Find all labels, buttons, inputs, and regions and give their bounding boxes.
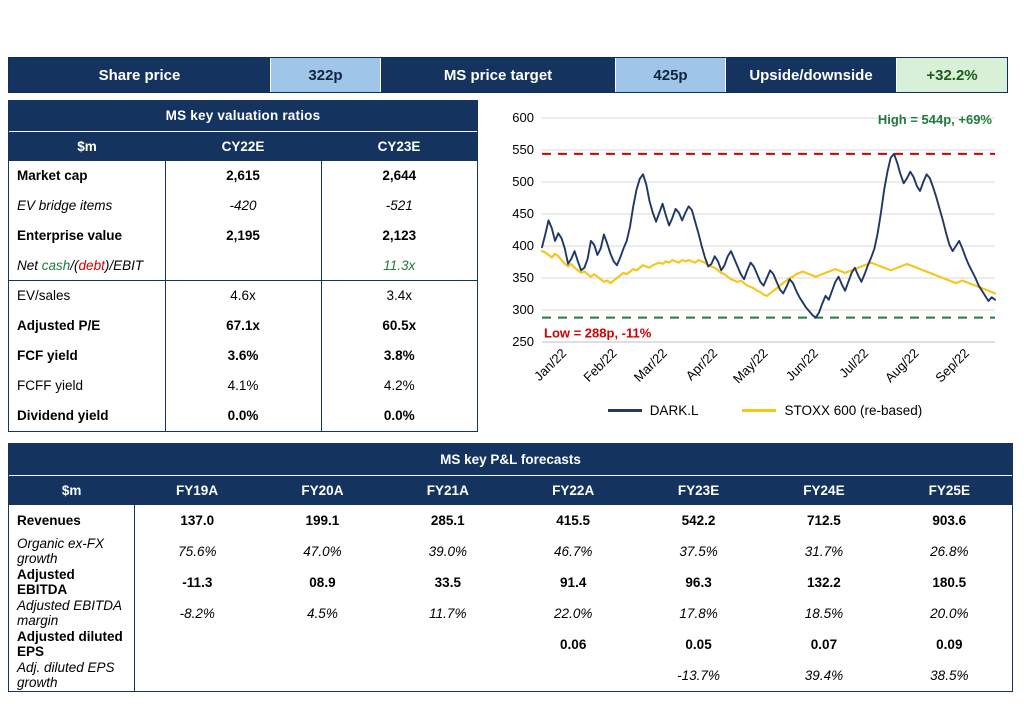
valuation-row-label: FCF yield [17, 348, 78, 363]
valuation-row-cy22e: 4.6x [165, 281, 321, 311]
table-row [9, 281, 477, 311]
pl-forecast-table [8, 443, 1013, 692]
pl-cell: 91.4 [560, 574, 587, 590]
svg-text:Feb/22: Feb/22 [580, 345, 620, 385]
slash-text: /( [70, 257, 79, 273]
upside-downside-label: Upside/downside [726, 58, 897, 92]
valuation-row-cy22e: 4.1% [165, 371, 321, 401]
pl-cell [385, 629, 510, 660]
pl-cell [385, 660, 510, 691]
svg-text:450: 450 [512, 206, 534, 221]
legend-swatch-icon [608, 409, 642, 412]
pl-cell [260, 629, 385, 660]
pl-cell: 0.06 [560, 636, 587, 652]
pl-cell: 22.0% [554, 605, 593, 621]
table-row [9, 311, 477, 341]
pl-cell: 08.9 [309, 574, 336, 590]
pl-cell: 96.3 [685, 574, 712, 590]
pl-cell: 542.2 [681, 512, 716, 528]
valuation-row-cy23e: 2,123 [321, 221, 477, 251]
valuation-row-cy22e: 2,195 [165, 221, 321, 251]
cash-text: cash [41, 257, 71, 273]
svg-text:Aug/22: Aug/22 [881, 345, 922, 386]
valuation-row-label: FCFF yield [17, 378, 84, 393]
svg-text:250: 250 [512, 334, 534, 349]
share-price-value: 322p [271, 58, 381, 92]
pl-cell: -8.2% [134, 598, 259, 629]
table-row [9, 371, 477, 401]
valuation-row-label: EV bridge items [17, 198, 113, 213]
svg-text:Jun/22: Jun/22 [782, 345, 821, 384]
pl-cell: 11.7% [429, 605, 467, 621]
table-row [9, 341, 477, 371]
pl-row-label: Adjusted EBITDA [17, 567, 75, 597]
svg-text:High = 544p, +69%: High = 544p, +69% [877, 112, 992, 127]
valuation-row-cy23e: 4.2% [321, 371, 477, 401]
svg-text:500: 500 [512, 174, 534, 189]
table-row [9, 598, 1012, 629]
pl-cell: 37.5% [679, 543, 718, 559]
valuation-row-cy23e: -521 [321, 191, 477, 221]
table-row [9, 505, 1012, 536]
share-price-label: Share price [9, 58, 271, 92]
pl-cell: -13.7% [677, 667, 720, 683]
valuation-row-label: Market cap [17, 168, 88, 183]
pl-cell: 18.5% [804, 605, 844, 621]
pl-cell [260, 660, 385, 691]
pl-cell: 38.5% [930, 667, 969, 683]
pl-cell: 132.2 [807, 574, 841, 590]
chart-legend [530, 403, 1000, 418]
ebit-text: )/EBIT [104, 257, 144, 273]
pl-cell: 0.09 [936, 636, 963, 652]
pl-cell: 20.0% [930, 605, 969, 621]
legend-label: DARK.L [649, 403, 699, 418]
svg-text:Jul/22: Jul/22 [836, 345, 872, 381]
svg-text:Mar/22: Mar/22 [630, 345, 670, 385]
svg-text:May/22: May/22 [729, 345, 771, 387]
table-row [9, 221, 477, 251]
pl-cell: -11.3 [134, 567, 259, 598]
header-summary-strip [8, 57, 1008, 93]
valuation-table [8, 100, 478, 432]
pl-cell: 4.5% [307, 605, 338, 621]
valuation-row-cy22e: 67.1x [165, 311, 321, 341]
table-row [9, 401, 477, 431]
valuation-row-label: Adjusted P/E [17, 318, 101, 333]
svg-text:Apr/22: Apr/22 [682, 345, 721, 384]
valuation-row-cy23e: 11.3x [321, 251, 477, 281]
pl-cell: 75.6% [134, 536, 259, 567]
pl-cell: 712.5 [807, 512, 841, 528]
pl-cell [511, 660, 636, 691]
svg-text:350: 350 [512, 270, 534, 285]
svg-text:600: 600 [512, 110, 534, 125]
valuation-row-cy23e: 3.8% [321, 341, 477, 371]
pl-col-fy23e: FY23E [636, 475, 761, 505]
upside-downside-value: +32.2% [897, 58, 1007, 92]
svg-text:Low = 288p, -11%: Low = 288p, -11% [544, 325, 652, 341]
valuation-row-cy22e [165, 251, 321, 281]
pl-col-fy20a: FY20A [260, 475, 385, 505]
pl-cell: 17.8% [679, 605, 718, 621]
table-row [9, 567, 1012, 598]
table-row [9, 251, 477, 281]
pl-row-label: Adjusted diluted EPS [17, 629, 123, 659]
pl-cell: 46.7% [554, 543, 593, 559]
pl-col-fy25e: FY25E [887, 475, 1012, 505]
pl-cell [134, 660, 259, 691]
valuation-col-cy23e: CY23E [321, 131, 477, 161]
pl-cell: 39.4% [804, 667, 844, 683]
pl-cell: 180.5 [932, 574, 967, 590]
pl-cell: 33.5 [434, 574, 461, 590]
pl-row-label: Revenues [17, 512, 81, 528]
legend-label: STOXX 600 (re-based) [784, 403, 923, 418]
valuation-table-title: MS key valuation ratios [9, 101, 477, 131]
price-target-value: 425p [616, 58, 726, 92]
chart-svg [490, 100, 1015, 400]
price-target-label: MS price target [381, 58, 616, 92]
share-price-chart [490, 100, 1015, 435]
svg-text:550: 550 [512, 142, 534, 157]
pl-col-fy22a: FY22A [511, 475, 636, 505]
net-text: Net [17, 257, 42, 273]
valuation-row-cy22e: 0.0% [165, 401, 321, 431]
pl-cell: 26.8% [930, 543, 969, 559]
pl-col-fy21a: FY21A [385, 475, 510, 505]
pl-cell: 0.05 [685, 636, 712, 652]
pl-cell: 137.0 [134, 505, 259, 536]
debt-text: debt [78, 257, 105, 273]
valuation-row-label-net-cash-debt-ebit [9, 251, 165, 281]
pl-cell: 39.0% [428, 543, 467, 559]
valuation-row-label: Enterprise value [17, 228, 123, 243]
pl-row-label: Adjusted EBITDA margin [17, 598, 122, 628]
legend-item-dark [608, 403, 699, 418]
valuation-row-cy23e: 2,644 [321, 161, 477, 191]
svg-text:Sep/22: Sep/22 [932, 345, 972, 386]
pl-cell: 31.7% [804, 543, 844, 559]
valuation-row-cy23e: 3.4x [321, 281, 477, 311]
svg-text:300: 300 [512, 302, 534, 317]
svg-text:Jan/22: Jan/22 [531, 345, 570, 384]
table-row [9, 161, 477, 191]
pl-col-fy19a: FY19A [134, 475, 259, 505]
pl-table-title: MS key P&L forecasts [9, 444, 1012, 475]
pl-row-label: Organic ex-FX growth [17, 536, 105, 566]
pl-cell: 415.5 [556, 512, 591, 528]
pl-cell: 903.6 [932, 512, 967, 528]
pl-cell [134, 629, 259, 660]
valuation-row-cy22e: 3.6% [165, 341, 321, 371]
valuation-row-label: Dividend yield [17, 408, 109, 423]
valuation-col-cy22e: CY22E [165, 131, 321, 161]
table-row [9, 191, 477, 221]
pl-row-label: Adj. diluted EPS growth [17, 660, 115, 690]
valuation-row-cy22e: -420 [165, 191, 321, 221]
valuation-col-unit: $m [9, 131, 165, 161]
table-row [9, 660, 1012, 691]
valuation-row-cy22e: 2,615 [165, 161, 321, 191]
pl-cell: 285.1 [430, 512, 465, 528]
legend-item-stoxx [742, 403, 922, 418]
pl-cell: 0.07 [810, 636, 838, 652]
valuation-row-cy23e: 60.5x [321, 311, 477, 341]
table-row [9, 629, 1012, 660]
valuation-row-cy23e: 0.0% [321, 401, 477, 431]
valuation-row-label: EV/sales [9, 281, 165, 311]
svg-text:400: 400 [512, 238, 534, 253]
table-row [9, 536, 1012, 567]
legend-swatch-icon [742, 409, 776, 412]
pl-cell: 199.1 [305, 512, 340, 528]
pl-col-fy24e: FY24E [761, 475, 886, 505]
pl-cell: 47.0% [303, 543, 342, 559]
pl-col-unit: $m [9, 475, 134, 505]
